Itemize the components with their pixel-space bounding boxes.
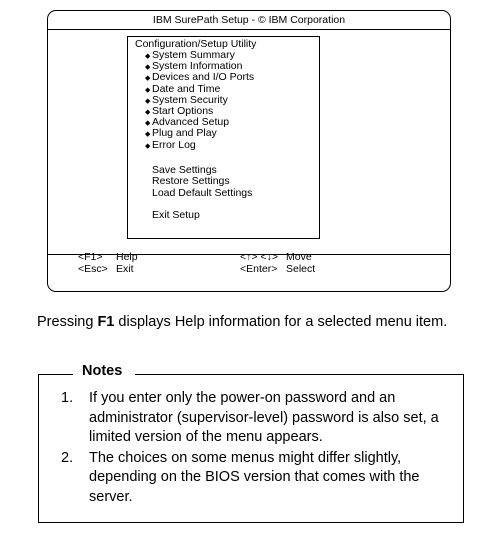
notes-border-left [39,374,73,375]
bullet-icon: ◆ [145,53,151,60]
menu-item-label: Date and Time [152,82,221,95]
menu-item-error-log[interactable] [145,140,254,151]
note-number: 1. [61,390,74,406]
notes-border-right [135,374,463,375]
menu-item-label: Devices and I/O Ports [152,71,255,84]
enter-key: <Enter> [240,263,278,275]
esc-key-label: Exit [116,263,134,275]
menu-title: Configuration/Setup Utility [135,38,257,50]
menu-item-label: Advanced Setup [152,116,230,129]
menu-item-label: System Information [152,60,243,73]
bullet-icon: ◆ [145,131,151,139]
f1-key-emphasis: F1 [97,314,115,330]
action-list [152,165,252,222]
setup-screen [47,10,451,292]
note-text: The choices on some menus might differ slightly, depending on the BIOS version that comes with the server. [89,449,420,505]
bullet-icon: ◆ [145,108,151,116]
setup-menu [127,36,320,239]
menu-item-label: Error Log [152,138,196,151]
menu-item-list [145,50,254,151]
note-item [61,389,456,448]
note-number: 2. [61,449,74,466]
f1-key: <F1> [78,251,103,263]
menu-item-label: System Summary [152,49,235,61]
arrow-keys-label: Move [286,251,312,263]
restore-settings-item[interactable]: Restore Settings [152,175,230,188]
notes-list [61,389,456,508]
bullet-icon: ◆ [145,142,151,150]
save-settings-item[interactable]: Save Settings [152,164,217,176]
note-item [61,449,456,508]
paragraph-text-pre: Pressing [37,314,98,330]
bullet-icon: ◆ [145,120,151,128]
enter-key-label: Select [286,263,316,275]
bullet-icon: ◆ [145,97,151,105]
bullet-icon: ◆ [145,75,151,83]
help-paragraph [37,313,467,332]
bullet-icon: ◆ [145,86,151,94]
esc-key: <Esc> [78,263,108,275]
key-legend-left [78,251,138,275]
menu-item-label: Start Options [152,104,214,117]
bullet-icon: ◆ [145,64,151,72]
key-legend-right [240,251,315,275]
screen-title: IBM SurePath Setup - © IBM Corporation [48,12,450,30]
exit-setup-item[interactable]: Exit Setup [152,209,200,222]
arrow-keys: <↑> <↓> [240,251,278,263]
paragraph-text-post: displays Help information for a selected menu item. [114,314,448,330]
menu-item-label: Plug and Play [152,127,217,140]
menu-item-label: System Security [152,93,228,106]
notes-heading: Notes [82,363,123,379]
load-default-settings-item[interactable]: Load Default Settings [152,186,253,199]
note-text: If you enter only the power-on password and an administrator (supervisor-level) password is also set, a limited version of the menu appears. [89,390,439,445]
notes-box [38,363,464,523]
f1-key-label: Help [116,251,138,263]
